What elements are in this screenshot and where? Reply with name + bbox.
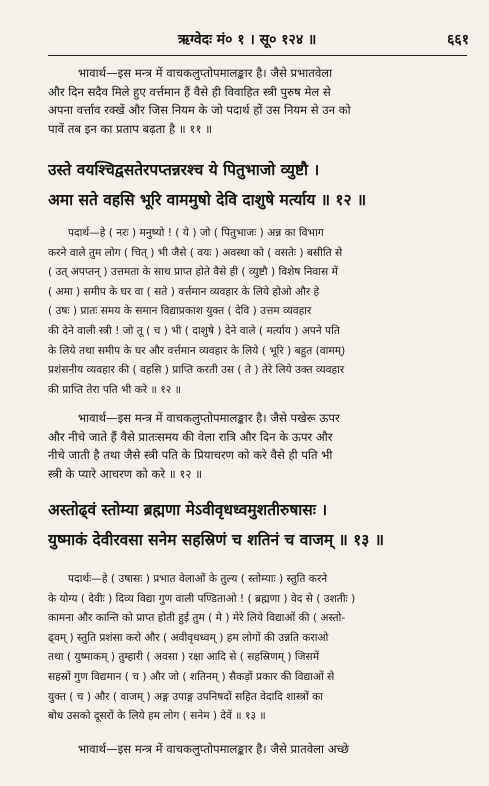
text-line: ढ्वम् ) स्तुति प्रशंसा करो और ( अवीवृधध्वम् ) हम लोगों की उन्नति कराओ	[48, 631, 329, 644]
text-line: पदार्थः—हे ( उषासः ) प्रभात वेलाओं के तुल्य ( स्तोम्याः ) स्तुति करने	[68, 573, 328, 585]
mantra-line: अस्तोढ्वं स्तोम्या ब्रह्मणा मेऽवीवृधध्वमुशतीरुषासः ।	[48, 501, 328, 519]
running-head: ऋग्वेदः मं० १ । सू० १२४ ॥	[178, 32, 317, 48]
padarth-paragraph	[48, 224, 467, 400]
text-line: कामना और कान्ति को प्राप्त होती हुई तुम ( मे ) मेरे लिये विद्याओं की ( अस्तो-	[48, 612, 346, 625]
mantra-verse	[48, 155, 467, 215]
text-line: ( उत् अपप्तन् ) उत्तमता के साथ प्राप्त होते वैसे ही ( व्युष्टौ ) विशेष निवास में	[48, 266, 338, 279]
text-line: स्त्री के प्यारे आचरण को करे ॥ १२ ॥	[48, 466, 203, 481]
text-line: पदार्थ—हे ( नरः ) मनुष्यो ! ( ये ) जो ( पितुभाजः ) अन्न का विभाग	[68, 227, 324, 239]
text-line: सहस्रों गुण विद्यमान ( च ) और जो ( शतिनम् ) सैकड़ों प्रकार की विद्याओं से	[48, 670, 335, 683]
mantra-line: उस्ते वयश्चिद्वसतेरपप्तन्नरश्च ये पितुभाजो व्युष्टौ ।	[48, 161, 320, 179]
text-line: भावार्थ—इस मन्त्र में वाचकलुप्तोपमालङ्कार है। जैसे पखेरू ऊपर	[78, 411, 340, 425]
text-line: भावार्थ—इस मन्त्र में वाचकलुप्तोपमालङ्कार है। जैसे प्रातवेला अच्छे	[78, 742, 349, 756]
text-line: और नीचे जाते हैं वैसे प्रातःसमय की वेला रात्रि और दिन के ऊपर और	[48, 429, 333, 444]
bhavarth-paragraph	[48, 64, 467, 138]
text-line: के योग्य ( देवीः ) दिव्य विद्या गुण वाली पण्डिताओ ! ( ब्रह्मणा ) वेद से ( उशतीः )	[48, 592, 356, 605]
mantra-line: अमा सते वहसि भूरि वाममुषो देवि दाशुषे मर्त्याय ॥ १२ ॥	[48, 191, 367, 209]
bhavarth-paragraph	[48, 409, 467, 483]
text-line: की प्राप्ति तेरा पति भी करे ॥ १२ ॥	[48, 383, 181, 396]
page-number: ६६१	[447, 32, 469, 48]
mantra-verse	[48, 495, 467, 555]
bhavarth-paragraph	[48, 740, 467, 759]
text-line: की देने वाली स्त्री ! जो तू ( च ) भी ( दाशुषे ) देने वाले ( मर्त्याय ) अपने पति	[48, 324, 340, 337]
text-line: भावार्थ—इस मन्त्र में वाचकलुप्तोपमालङ्कार है। जैसे प्रभातवेला	[78, 66, 333, 80]
page-header	[48, 30, 469, 52]
text-line: अपना वर्त्ताव रक्खें और जिस नियम के जो पदार्थ हों उस नियम से उन को	[48, 103, 351, 117]
text-line: तथा ( युष्माकम् ) तुम्हारी ( अवसा ) रक्षा आदि से ( सहस्रिणम् ) जिसमें	[48, 651, 320, 664]
text-line: प्रशंसनीय व्यवहार की ( वहसि ) प्राप्ति करती उस ( ते ) तेरे लिये उक्त व्यवहार	[48, 364, 345, 377]
mantra-line: युष्माकं देवीरवसा सनेम सहस्रिणं च शतिनं च वाजम् ॥ १३ ॥	[48, 531, 385, 549]
text-line: युक्त ( च ) और ( वाजम् ) अङ्ग उपाङ्ग उपनिषदों सहित वेदादि शास्त्रों का	[48, 690, 324, 703]
text-line: ( अमा ) समीप के घर वा ( सते ) वर्त्तमान व्यवहार के लिये होओ और हे	[48, 285, 320, 298]
text-line: ( उषः ) प्रातः समय के समान विद्याप्रकाश युक्त ( देवि ) उत्तम व्यवहार	[48, 305, 312, 318]
text-line: और दिन सदैव मिले हुए वर्त्तमान हैं वैसे ही विवाहित स्त्री पुरुष मेल से	[48, 84, 331, 99]
padarth-paragraph	[48, 570, 467, 727]
header-rule	[48, 55, 467, 56]
text-line: पावें तब इन का प्रताप बढ़ता है ॥ ११ ॥	[48, 121, 213, 136]
text-line: नीचे जाती है तथा जैसे स्त्री पति के प्रियाचरण को करे वैसे ही पति भी	[48, 448, 333, 462]
text-line: के लिये तथा समीप के घर और वर्त्तमान व्यवहार के लिये ( भूरि ) बहुत (वामम्)	[48, 344, 346, 357]
text-line: करने वाले तुम लोग ( चित् ) भी जैसे ( वयः ) अवस्था को ( वसतेः ) बसीति से	[48, 246, 343, 259]
text-line: बोध उसको दूसरों के लिये हम लोग ( सनेम ) देवें ॥ १३ ॥	[48, 710, 266, 723]
